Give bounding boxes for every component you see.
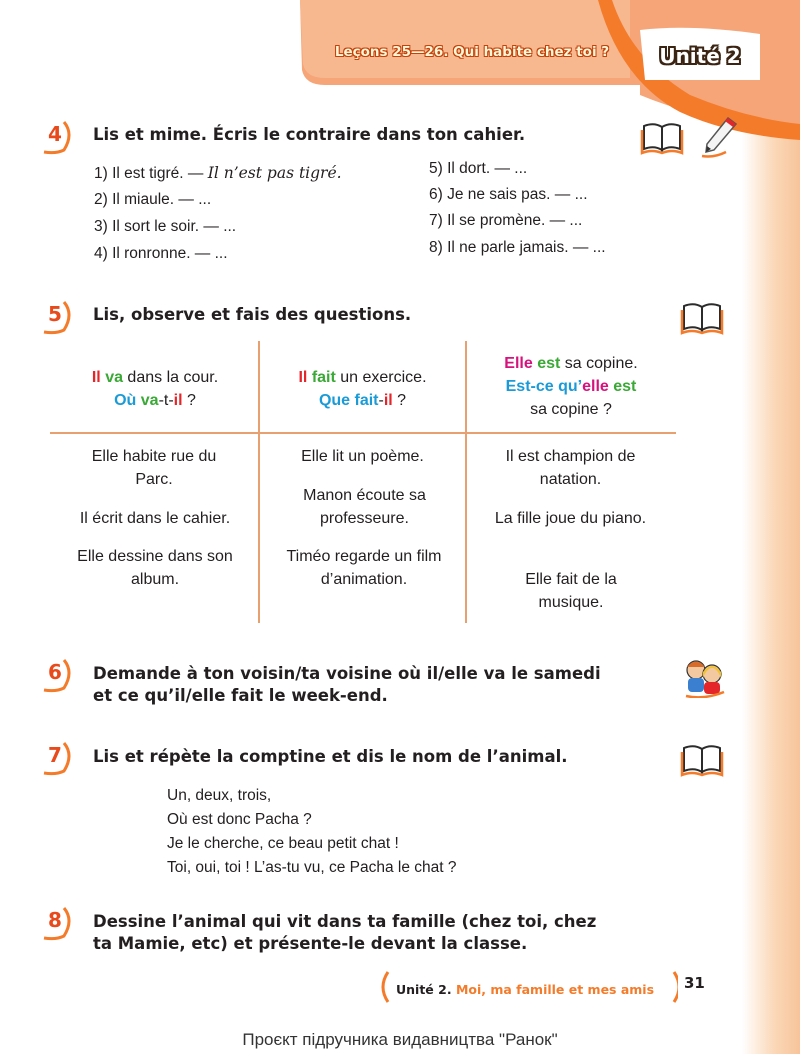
- publisher-caption: Проєкт підручника видавництва "Ранок": [242, 1030, 558, 1049]
- ex4-item-5: 5) Il dort. — ...: [429, 160, 528, 177]
- table-divider: [50, 432, 676, 434]
- table-cell: Il est champion de natation.: [505, 448, 636, 488]
- lesson-title: Leçons 25—26. Qui habite chez toi ?: [334, 44, 610, 60]
- book-icon: [680, 298, 726, 338]
- ex4-item-8: 8) Il ne parle jamais. — ...: [429, 239, 606, 256]
- ex4-item-1-answer: Il n’est pas tigré.: [207, 164, 342, 182]
- ex4-item-3: 3) Il sort le soir. — ...: [94, 218, 237, 235]
- ex4-item-2: 2) Il miaule. — ...: [94, 191, 212, 208]
- pencil-icon: [696, 112, 742, 158]
- exercise-7-instruction: Lis et répète la comptine et dis le nom de l’animal.: [93, 747, 568, 766]
- table-cell: Elle lit un poème.: [301, 448, 424, 465]
- page-margin-band: [742, 90, 800, 1054]
- exercise-8-instruction: Dessine l’animal qui vit dans ta famille (chez toi, chez ta Mamie, etc) et présente-le devant la classe.: [93, 912, 597, 953]
- table-header-col2: Il fait un exercice. Que fait-il ?: [298, 369, 427, 409]
- poem-line: Toi, oui, toi ! L’as-tu vu, ce Pacha le chat ?: [167, 859, 457, 876]
- table-cell: Manon écoute sa professeure.: [303, 487, 426, 527]
- ex4-item-4: 4) Il ronronne. — ...: [94, 245, 228, 262]
- poem-line: Je le cherche, ce beau petit chat !: [167, 835, 399, 852]
- exercise-number-6: 6: [42, 658, 74, 692]
- pair-work-icon: [682, 656, 728, 698]
- table-header-col1: Il va dans la cour. Où va-t-il ?: [91, 369, 219, 409]
- table-cell: Timéo regarde un film d’animation.: [286, 548, 442, 588]
- unit-label: Unité 2: [659, 44, 741, 68]
- table-header-col3: Elle est sa copine. Est-ce qu’elle est sa copine ?: [504, 355, 638, 418]
- table-cell: Elle dessine dans son album.: [77, 548, 233, 588]
- exercise-number-5: 5: [42, 300, 74, 334]
- table-cell: La fille joue du piano.: [494, 510, 647, 527]
- poem: [167, 784, 457, 880]
- poem-line: Un, deux, trois,: [167, 787, 272, 804]
- book-icon: [640, 118, 686, 158]
- exercise-6-instruction: Demande à ton voisin/ta voisine où il/elle va le samedi et ce qu’il/elle fait le week-end.: [93, 664, 601, 705]
- exercise-number-4: 4: [42, 120, 74, 154]
- ex4-item-1: 1) Il est tigré. — Il n’est pas tigré.: [94, 164, 342, 182]
- table-cell: Il écrit dans le cahier.: [79, 510, 231, 527]
- page-number: 31: [684, 974, 705, 992]
- book-icon: [680, 740, 726, 780]
- exercise-4-instruction: Lis et mime. Écris le contraire dans ton cahier.: [93, 125, 526, 144]
- ex4-item-6: 6) Je ne sais pas. — ...: [429, 186, 588, 203]
- table-cell: Elle fait de la musique.: [525, 571, 617, 611]
- exercise-number-8: 8: [42, 906, 74, 940]
- ex4-item-7: 7) Il se promène. — ...: [429, 212, 583, 229]
- poem-line: Où est donc Pacha ?: [167, 811, 312, 828]
- exercise-5-instruction: Lis, observe et fais des questions.: [93, 305, 412, 324]
- footer-unit-title: Unité 2. Moi, ma famille et mes amis: [396, 982, 655, 997]
- exercise-number-7: 7: [42, 741, 74, 775]
- table-cell: Elle habite rue du Parc.: [91, 448, 217, 488]
